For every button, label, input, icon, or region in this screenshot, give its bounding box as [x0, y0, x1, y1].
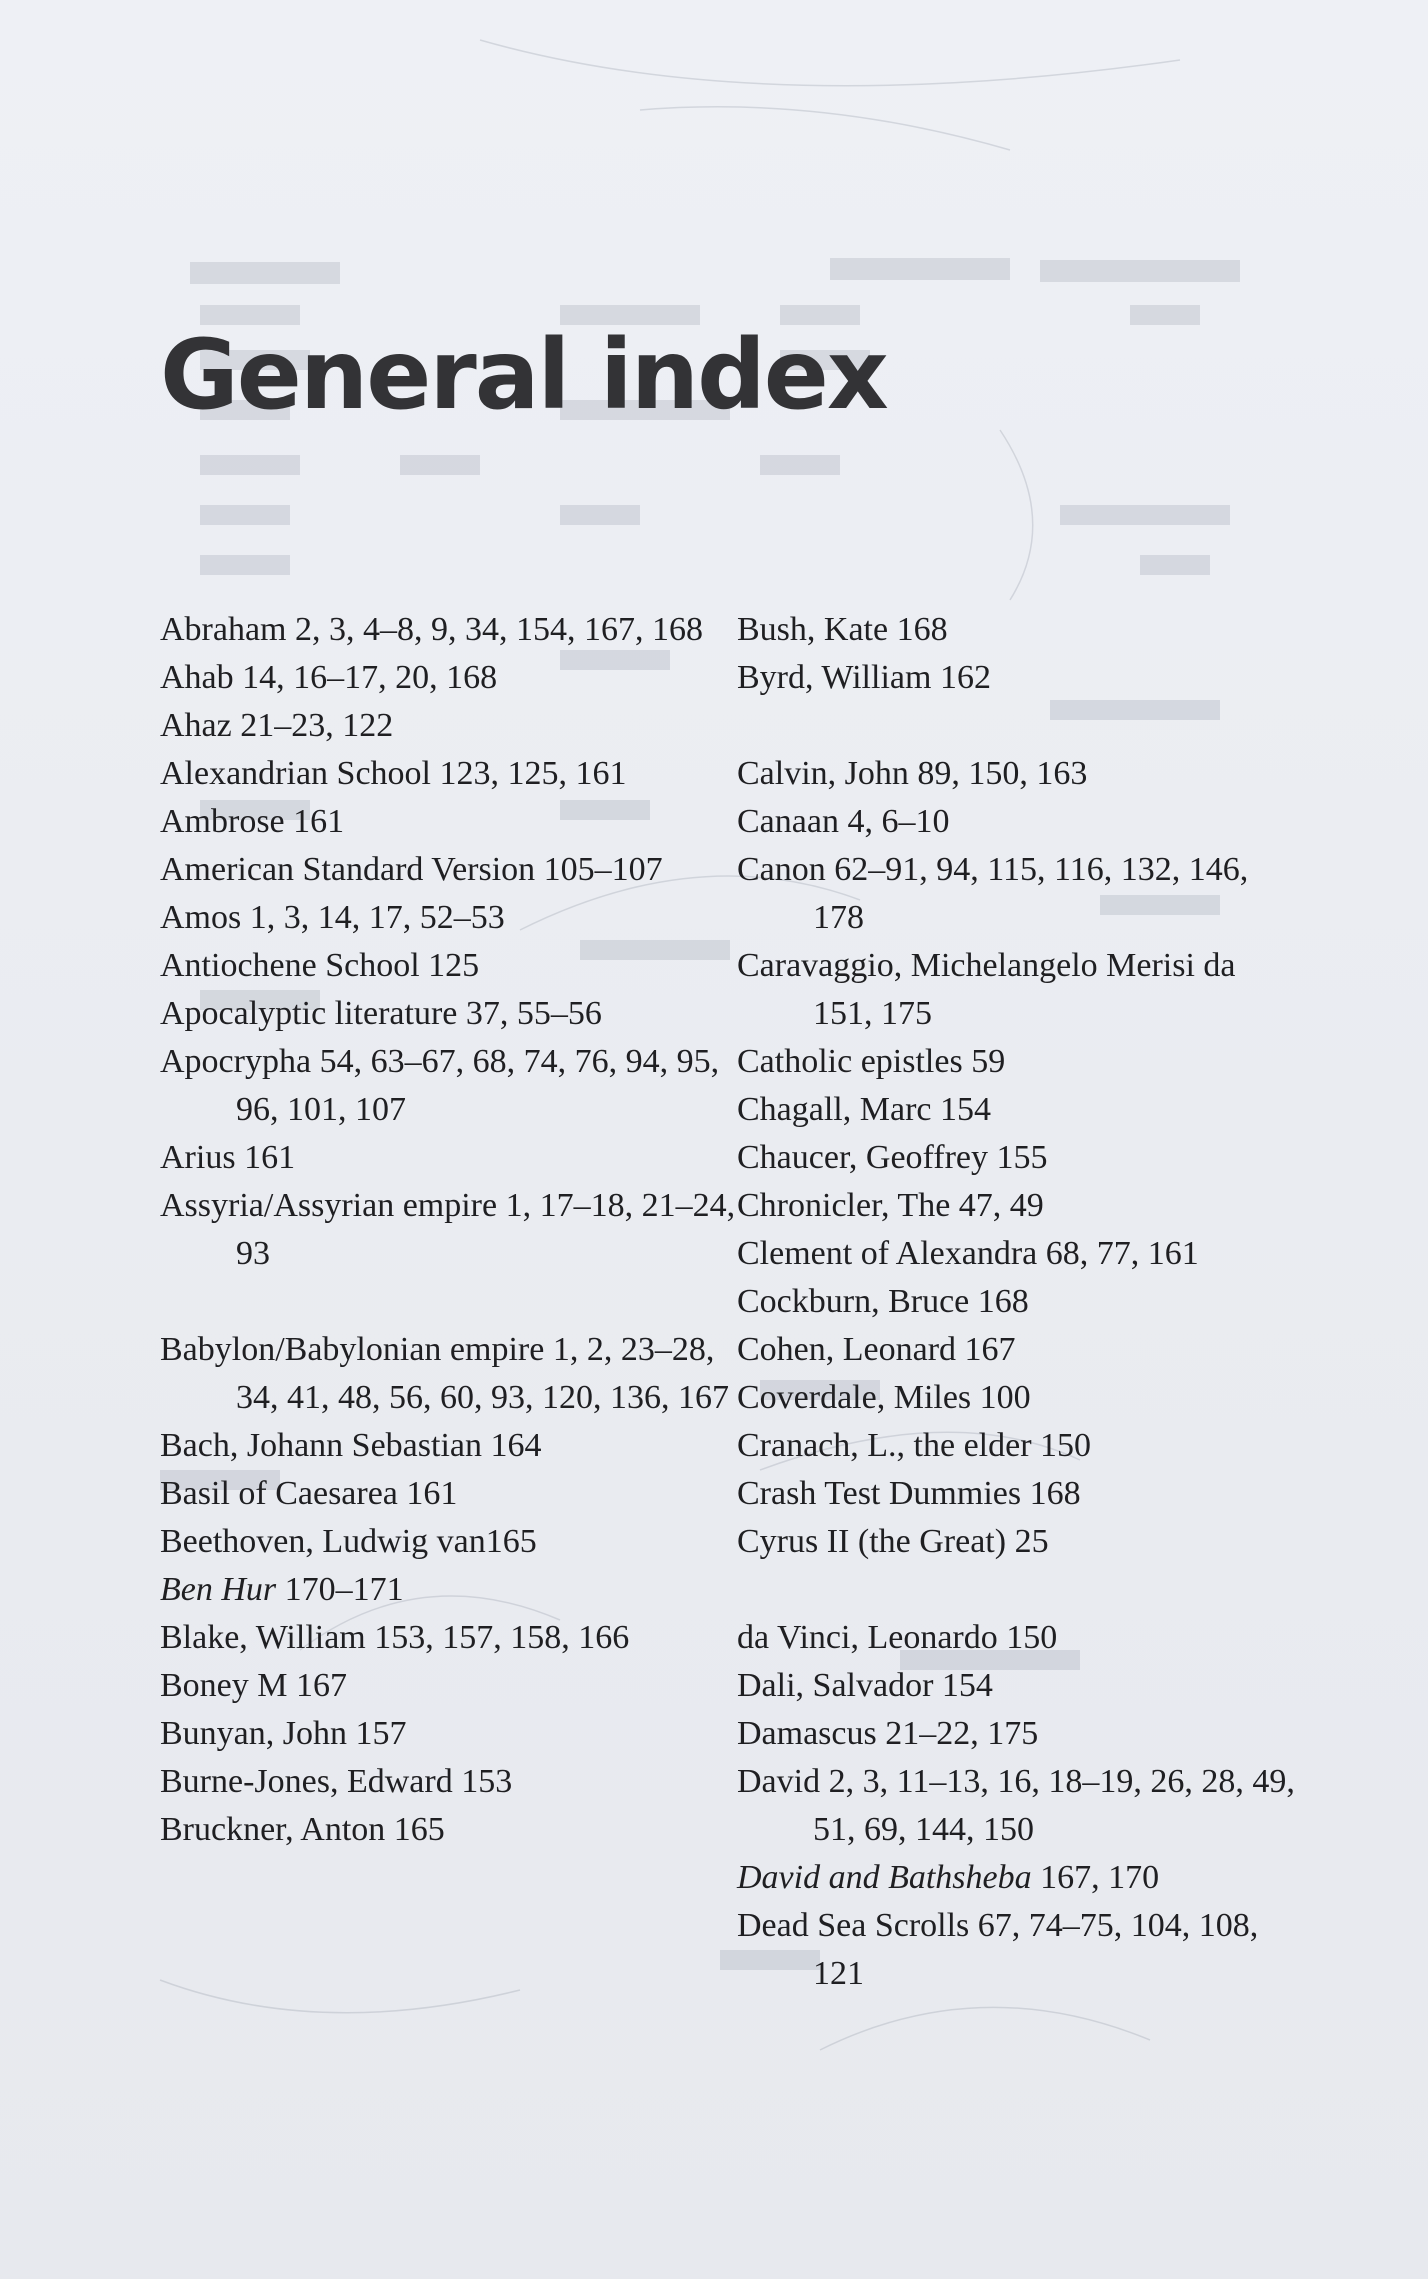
index-entry-heading: Basil of Caesarea	[160, 1475, 398, 1512]
index-entry-heading: Calvin, John	[737, 755, 909, 792]
index-entry-page-refs: 157	[347, 1715, 407, 1752]
index-entry	[737, 1470, 1297, 1518]
index-entry-heading: Ahaz	[160, 707, 232, 744]
index-entry-page-refs: 161	[235, 1139, 296, 1176]
index-entry-heading: Ahab	[160, 659, 234, 696]
index-entry-page-refs: 165	[385, 1811, 445, 1848]
index-entry	[160, 1182, 750, 1278]
letter-group-gap	[160, 1278, 750, 1326]
index-entry-page-refs: 123, 125, 161	[431, 755, 627, 792]
index-entry	[737, 654, 1297, 702]
index-entry-page-refs: 151, 175	[813, 995, 932, 1032]
index-entry	[160, 1134, 750, 1182]
index-entry-page-refs: 47, 49	[950, 1187, 1044, 1224]
index-entry-page-refs: 54, 63–67, 68, 74, 76, 94, 95, 96, 101, 107	[236, 1043, 720, 1128]
index-entry-page-refs: 170–171	[276, 1571, 404, 1608]
index-entry-heading: Chronicler, The	[737, 1187, 951, 1224]
index-entry	[160, 894, 750, 942]
letter-group-gap	[737, 1566, 1297, 1614]
index-column-right	[737, 606, 1297, 1998]
index-entry-heading: Cohen, Leonard	[737, 1331, 957, 1368]
index-entry	[160, 654, 750, 702]
index-entry-heading: Canaan	[737, 803, 839, 840]
index-entry-page-refs: 21–22, 175	[876, 1715, 1039, 1752]
index-entry-heading: Byrd, William	[737, 659, 932, 696]
index-entry	[737, 1710, 1297, 1758]
index-entry-heading: Antiochene School	[160, 947, 420, 984]
index-entry	[160, 1470, 750, 1518]
index-entry	[160, 1422, 750, 1470]
index-entry	[737, 1038, 1297, 1086]
index-entry-page-refs: 14, 16–17, 20, 168	[233, 659, 498, 696]
index-entry-heading: Chaucer, Geoffrey	[737, 1139, 988, 1176]
index-entry-heading: Burne-Jones, Edward	[160, 1763, 453, 1800]
index-entry	[160, 990, 750, 1038]
index-entry-page-refs: 150	[997, 1619, 1058, 1656]
index-entry	[160, 1806, 750, 1854]
page-title: General index	[160, 319, 887, 431]
index-entry-page-refs: 25	[1006, 1523, 1049, 1560]
index-entry-page-refs: 2, 3, 11–13, 16, 18–19, 26, 28, 49, 51, 69, 144, 150	[813, 1763, 1295, 1848]
index-entry-page-refs: 161	[397, 1475, 458, 1512]
index-entry-page-refs: 59	[962, 1043, 1006, 1080]
index-entry	[737, 1374, 1297, 1422]
index-entry	[737, 1518, 1297, 1566]
index-entry-heading: Arius	[160, 1139, 236, 1176]
index-entry	[737, 1758, 1297, 1854]
index-entry-page-refs: 155	[988, 1139, 1048, 1176]
index-entry	[160, 798, 750, 846]
index-entry	[737, 846, 1297, 942]
index-entry-page-refs: 62–91, 94, 115, 116, 132, 146, 178	[813, 851, 1249, 936]
index-entry-page-refs: 167, 170	[1031, 1859, 1160, 1896]
index-column-left	[160, 606, 750, 1854]
index-entry-heading: Abraham	[160, 611, 287, 648]
index-entry-heading: Dali, Salvador	[737, 1667, 934, 1704]
letter-group-gap	[737, 702, 1297, 750]
index-entry	[160, 1326, 750, 1422]
index-entry-page-refs: 168	[888, 611, 948, 648]
index-entry	[160, 606, 750, 654]
index-entry-heading: Bruckner, Anton	[160, 1811, 386, 1848]
index-entry-heading: Assyria/Assyrian empire	[160, 1187, 498, 1224]
index-entry	[737, 1086, 1297, 1134]
index-entry-heading: Bunyan, John	[160, 1715, 347, 1752]
index-entry	[160, 750, 750, 798]
index-entry-heading: Ambrose	[160, 803, 285, 840]
index-entry-heading: Boney M	[160, 1667, 288, 1704]
index-entry	[737, 942, 1297, 1038]
index-entry	[737, 1854, 1297, 1902]
index-entry-heading: David and Bathsheba	[737, 1859, 1032, 1896]
index-entry-page-refs: 68, 77, 161	[1037, 1235, 1199, 1272]
index-entry-heading: David	[737, 1763, 821, 1800]
index-entry-heading: Apocrypha	[160, 1043, 312, 1080]
index-entry-page-refs: 4, 6–10	[838, 803, 950, 840]
index-entry-page-refs: 100	[971, 1379, 1031, 1416]
index-entry-heading: Cranach, L., the elder	[737, 1427, 1032, 1464]
index-entry-heading: Crash Test Dummies	[737, 1475, 1022, 1512]
index-entry	[160, 1038, 750, 1134]
index-entry-page-refs: 2, 3, 4–8, 9, 34, 154, 167, 168	[286, 611, 704, 648]
index-entry-page-refs: 21–23, 122	[231, 707, 394, 744]
index-entry	[160, 1518, 750, 1566]
index-entry	[737, 1230, 1297, 1278]
index-entry	[737, 798, 1297, 846]
index-entry-heading: Chagall, Marc	[737, 1091, 932, 1128]
index-entry-heading: Cyrus II (the Great)	[737, 1523, 1007, 1560]
index-entry-heading: Coverdale, Miles	[737, 1379, 972, 1416]
index-entry-heading: Canon	[737, 851, 826, 888]
index-entry-heading: Dead Sea Scrolls	[737, 1907, 970, 1944]
index-entry	[160, 1758, 750, 1806]
index-entry	[737, 1662, 1297, 1710]
index-entry	[737, 1326, 1297, 1374]
index-entry-heading: Caravaggio, Michelangelo Merisi da	[737, 947, 1236, 984]
index-entry-page-refs: 1, 2, 23–28, 34, 41, 48, 56, 60, 93, 120, 136, 167	[236, 1331, 729, 1416]
index-entry	[737, 606, 1297, 654]
index-entry-page-refs: 89, 150, 163	[908, 755, 1088, 792]
index-entry-page-refs: 165	[485, 1523, 537, 1560]
index-entry-page-refs: 153	[452, 1763, 513, 1800]
index-entry	[737, 1278, 1297, 1326]
index-entry-page-refs: 154	[933, 1667, 993, 1704]
index-entry	[160, 1614, 750, 1662]
index-entry-heading: Bush, Kate	[737, 611, 889, 648]
index-entry-page-refs: 37, 55–56	[457, 995, 602, 1032]
index-entry-heading: da Vinci, Leonardo	[737, 1619, 998, 1656]
index-entry-heading: Babylon/Babylonian empire	[160, 1331, 545, 1368]
index-entry-heading: Beethoven, Ludwig van	[160, 1523, 486, 1560]
index-entry-page-refs: 1, 17–18, 21–24, 93	[236, 1187, 736, 1272]
index-entry-heading: Clement of Alexandra	[737, 1235, 1038, 1272]
index-entry	[737, 750, 1297, 798]
index-entry-page-refs: 167	[956, 1331, 1016, 1368]
index-entry	[160, 702, 750, 750]
index-entry-heading: Catholic epistles	[737, 1043, 963, 1080]
index-entry-page-refs: 1, 3, 14, 17, 52–53	[241, 899, 505, 936]
index-entry-heading: Damascus	[737, 1715, 877, 1752]
index-entry	[160, 846, 750, 894]
index-entry-page-refs: 167	[287, 1667, 347, 1704]
index-entry-heading: American Standard Version	[160, 851, 536, 888]
index-entry	[737, 1614, 1297, 1662]
index-entry-heading: Bach, Johann Sebastian	[160, 1427, 482, 1464]
index-entry-heading: Cockburn, Bruce	[737, 1283, 970, 1320]
index-entry-heading: Alexandrian School	[160, 755, 431, 792]
index-entry-page-refs: 150	[1031, 1427, 1092, 1464]
index-entry-page-refs: 162	[931, 659, 991, 696]
index-entry	[160, 1566, 750, 1614]
index-entry-page-refs: 67, 74–75, 104, 108, 121	[813, 1907, 1259, 1992]
index-entry	[737, 1422, 1297, 1470]
index-entry-heading: Ben Hur	[160, 1571, 277, 1608]
index-entry	[160, 1662, 750, 1710]
index-entry-page-refs: 164	[482, 1427, 542, 1464]
index-entry	[737, 1134, 1297, 1182]
index-entry-page-refs: 168	[1021, 1475, 1081, 1512]
index-entry	[737, 1902, 1297, 1998]
index-entry-page-refs: 153, 157, 158, 166	[365, 1619, 630, 1656]
index-entry-page-refs: 105–107	[535, 851, 663, 888]
index-entry-page-refs: 154	[931, 1091, 991, 1128]
index-entry-heading: Blake, William	[160, 1619, 366, 1656]
index-entry	[160, 942, 750, 990]
index-entry-heading: Amos	[160, 899, 242, 936]
index-entry	[737, 1182, 1297, 1230]
index-entry	[160, 1710, 750, 1758]
index-entry-heading: Apocalyptic literature	[160, 995, 458, 1032]
index-entry-page-refs: 168	[969, 1283, 1029, 1320]
index-entry-page-refs: 125	[419, 947, 480, 984]
index-entry-page-refs: 161	[284, 803, 345, 840]
